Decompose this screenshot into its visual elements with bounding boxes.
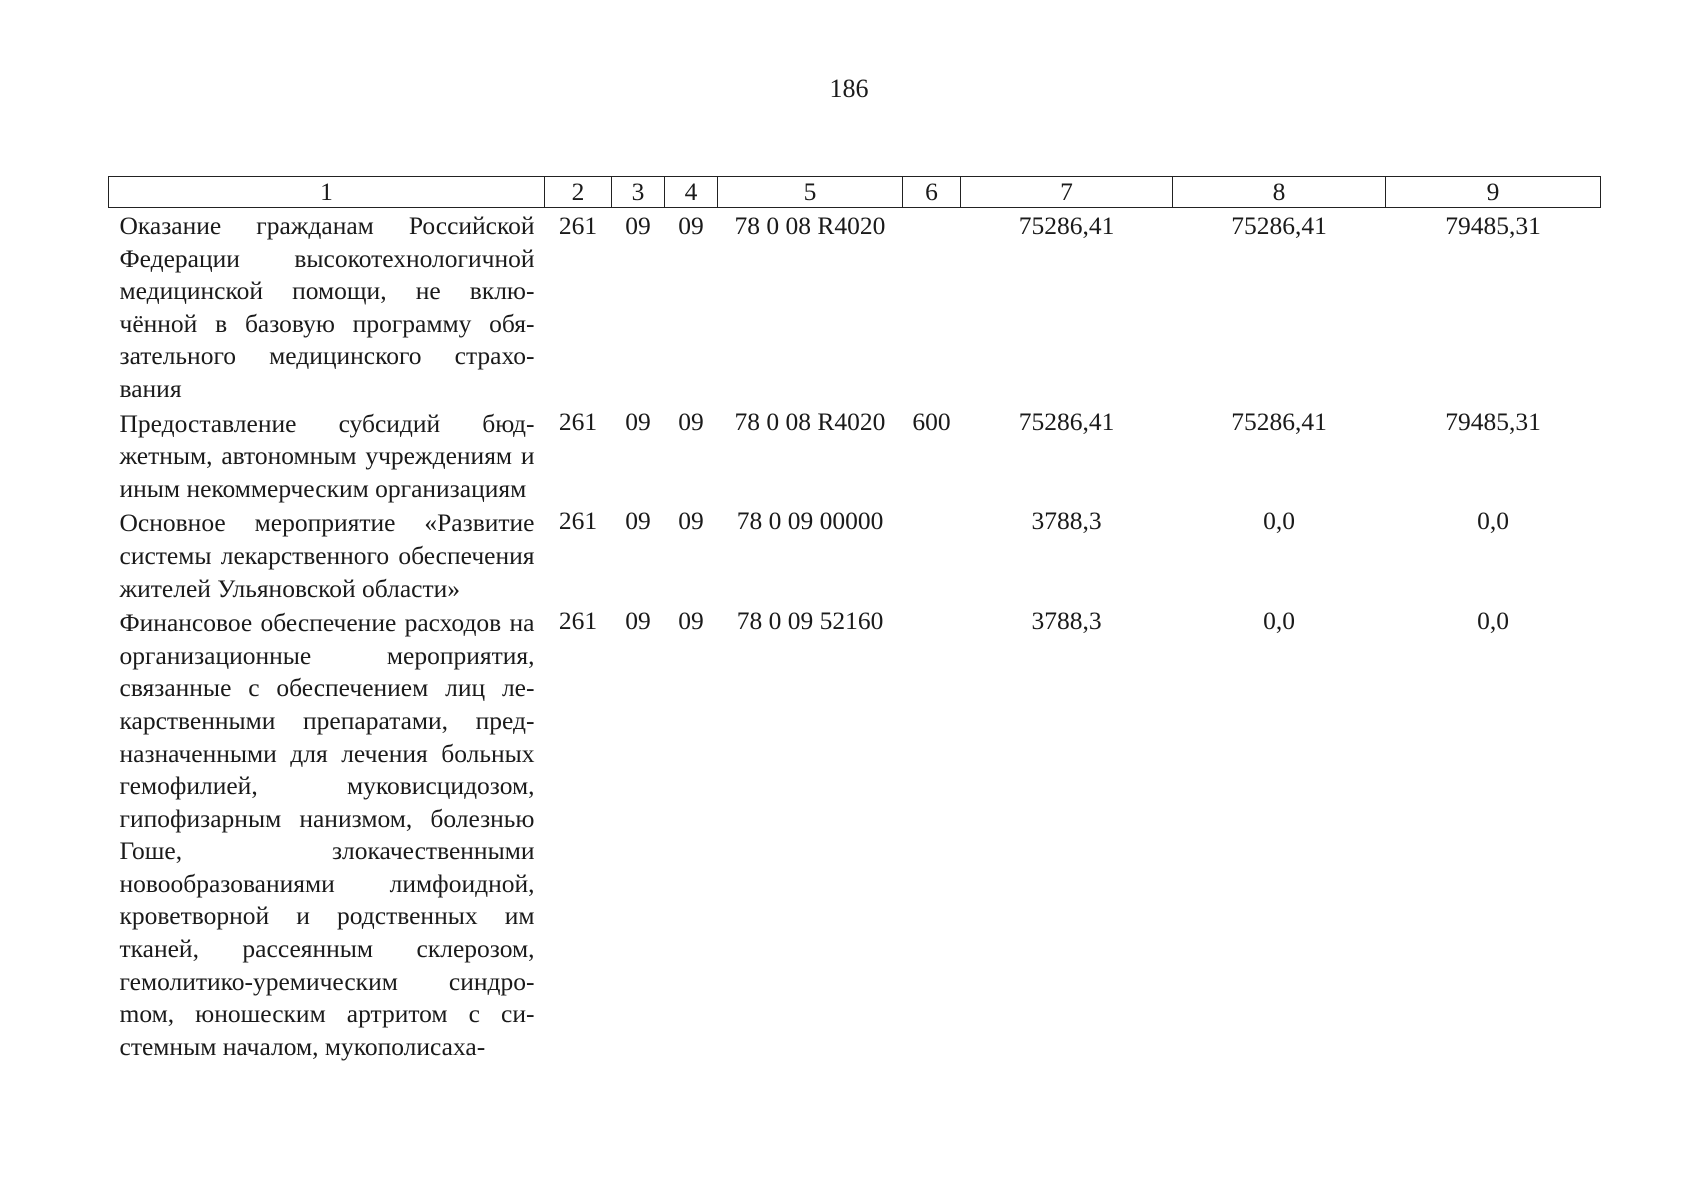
row-code-section: 09	[625, 506, 651, 536]
table-row	[109, 406, 1601, 506]
row-amount-2: 0,0	[1263, 506, 1295, 536]
row-code-section: 09	[625, 406, 651, 436]
table-row	[109, 208, 1601, 406]
row-name: Основное мероприятие «Развитие системы лекарственного обеспечения жителей Ульяновской области»	[119, 508, 535, 603]
row-code-expense-type	[903, 505, 961, 605]
row-code-subsection: 09	[678, 211, 704, 240]
header-col-1: 1	[109, 177, 545, 208]
table-row	[109, 505, 1601, 605]
row-amount-2: 75286,41	[1231, 406, 1327, 436]
row-amount-1: 75286,41	[1018, 406, 1115, 436]
header-col-7: 7	[961, 177, 1173, 208]
row-name: Предоставление субсидий бюджетным, автономным учреждениям и иным некоммерческим организациям	[119, 408, 535, 503]
row-code-ministry: 261	[558, 406, 598, 436]
row-amount-3: 0,0	[1477, 606, 1509, 636]
row-code-subsection: 09	[678, 606, 704, 636]
header-col-8: 8	[1173, 177, 1386, 208]
row-amount-3: 0,0	[1477, 506, 1509, 536]
row-code-subsection: 09	[678, 406, 704, 436]
header-col-5: 5	[718, 177, 903, 208]
row-code-section: 09	[625, 211, 651, 240]
header-col-3: 3	[612, 177, 665, 208]
page-number: 186	[829, 74, 869, 103]
row-code-target: 78 0 08 R4020	[734, 211, 886, 240]
row-code-expense-type: 600	[912, 406, 951, 436]
row-amount-2: 0,0	[1263, 606, 1295, 636]
row-code-subsection: 09	[678, 506, 704, 536]
row-amount-3: 79485,31	[1445, 406, 1541, 436]
header-col-4: 4	[665, 177, 718, 208]
row-name: Финансовое обеспечение расходов на организационные мероприятия, связанные с обеспечением лиц лекарственными препаратами, предназначенными для лечения больных гемофилией, муковисцидозом, гипофизарным нанизмом, болезнью Гоше, злокачественными новообразованиями лимфоидной, кроветворной и родственных им тканей, рассеянным склерозом, гемолитико-уремическим синдроmом, юношеским артритом с системным началом, мукополисаха-	[119, 608, 535, 1061]
header-col-2: 2	[545, 177, 612, 208]
row-code-ministry: 261	[558, 606, 598, 636]
row-name: Оказание гражданам Российской Федерации высокотехнологичной медицинской помощи, не включённой в базовую программу обязательного медицинского страхования	[119, 211, 535, 403]
row-code-target: 78 0 08 R4020	[734, 406, 886, 436]
row-amount-3: 79485,31	[1445, 211, 1541, 240]
table-row	[109, 605, 1601, 1063]
budget-table	[108, 176, 1601, 1063]
row-amount-1: 3788,3	[1031, 606, 1102, 636]
row-amount-2: 75286,41	[1231, 211, 1327, 240]
row-code-ministry: 261	[558, 506, 598, 536]
row-code-ministry: 261	[558, 211, 598, 240]
header-col-6: 6	[903, 177, 961, 208]
row-code-target: 78 0 09 00000	[736, 506, 884, 536]
row-amount-1: 75286,41	[1018, 211, 1115, 240]
table-header-row	[109, 177, 1601, 208]
row-amount-1: 3788,3	[1031, 506, 1102, 536]
row-code-expense-type	[903, 208, 961, 406]
row-code-section: 09	[625, 606, 651, 636]
header-col-9: 9	[1386, 177, 1601, 208]
row-code-expense-type	[903, 605, 961, 1063]
row-code-target: 78 0 09 52160	[736, 606, 884, 636]
